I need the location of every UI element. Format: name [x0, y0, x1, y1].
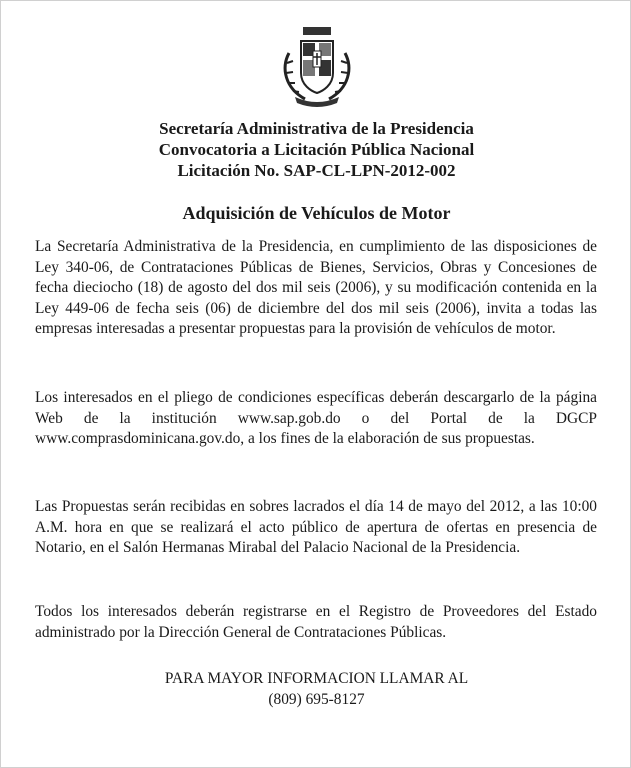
paragraph-download-info: Los interesados en el pliego de condiciones específicas deberán descargarlo de la página Web de la institución www.sap.gob.do o del Portal de la DGCP www.comprasdominicana.gov.do, a los fines de la elaboración de sus propuestas. — [35, 389, 597, 448]
contact-label: PARA MAYOR INFORMACION LLAMAR AL — [164, 670, 469, 687]
organization-name: Secretaría Administrativa de la Presidencia — [159, 119, 474, 138]
document-header — [1, 118, 631, 181]
notice-type: Convocatoria a Licitación Pública Nacional — [158, 140, 475, 159]
paragraph-registration-info: Todos los interesados deberán registrarse en el Registro de Proveedores del Estado administrado por la Dirección General de Contrataciones Públicas. — [35, 603, 597, 641]
document-title: Adquisición de Vehículos de Motor — [182, 203, 451, 223]
paragraph-submission-info: Las Propuestas serán recibidas en sobres lacrados el día 14 de mayo del 2012, a las 10:00 A.M. hora en que se realizará el acto público de apertura de ofertas en presencia de Notario, en el Salón Hermanas Mirabal del Palacio Nacional de la Presidencia. — [35, 498, 597, 557]
tender-number: Licitación No. SAP-CL-LPN-2012-002 — [177, 161, 456, 180]
coat-of-arms-icon — [275, 23, 359, 107]
contact-footer — [1, 668, 631, 710]
contact-phone: (809) 695-8127 — [268, 691, 365, 708]
paragraph-intro: La Secretaría Administrativa de la Presidencia, en cumplimiento de las disposiciones de Ley 340-06, de Contrataciones Públicas de Bienes, Servicios, Obras y Concesiones de fecha dieciocho (18) de agosto del dos mil seis (2006), y su modificación contenida en la Ley 449-06 de fecha seis (06) de diciembre del dos mil seis (2006), invita a todas las empresas interesadas a presentar propuestas para la provisión de vehículos de motor. — [35, 238, 597, 338]
